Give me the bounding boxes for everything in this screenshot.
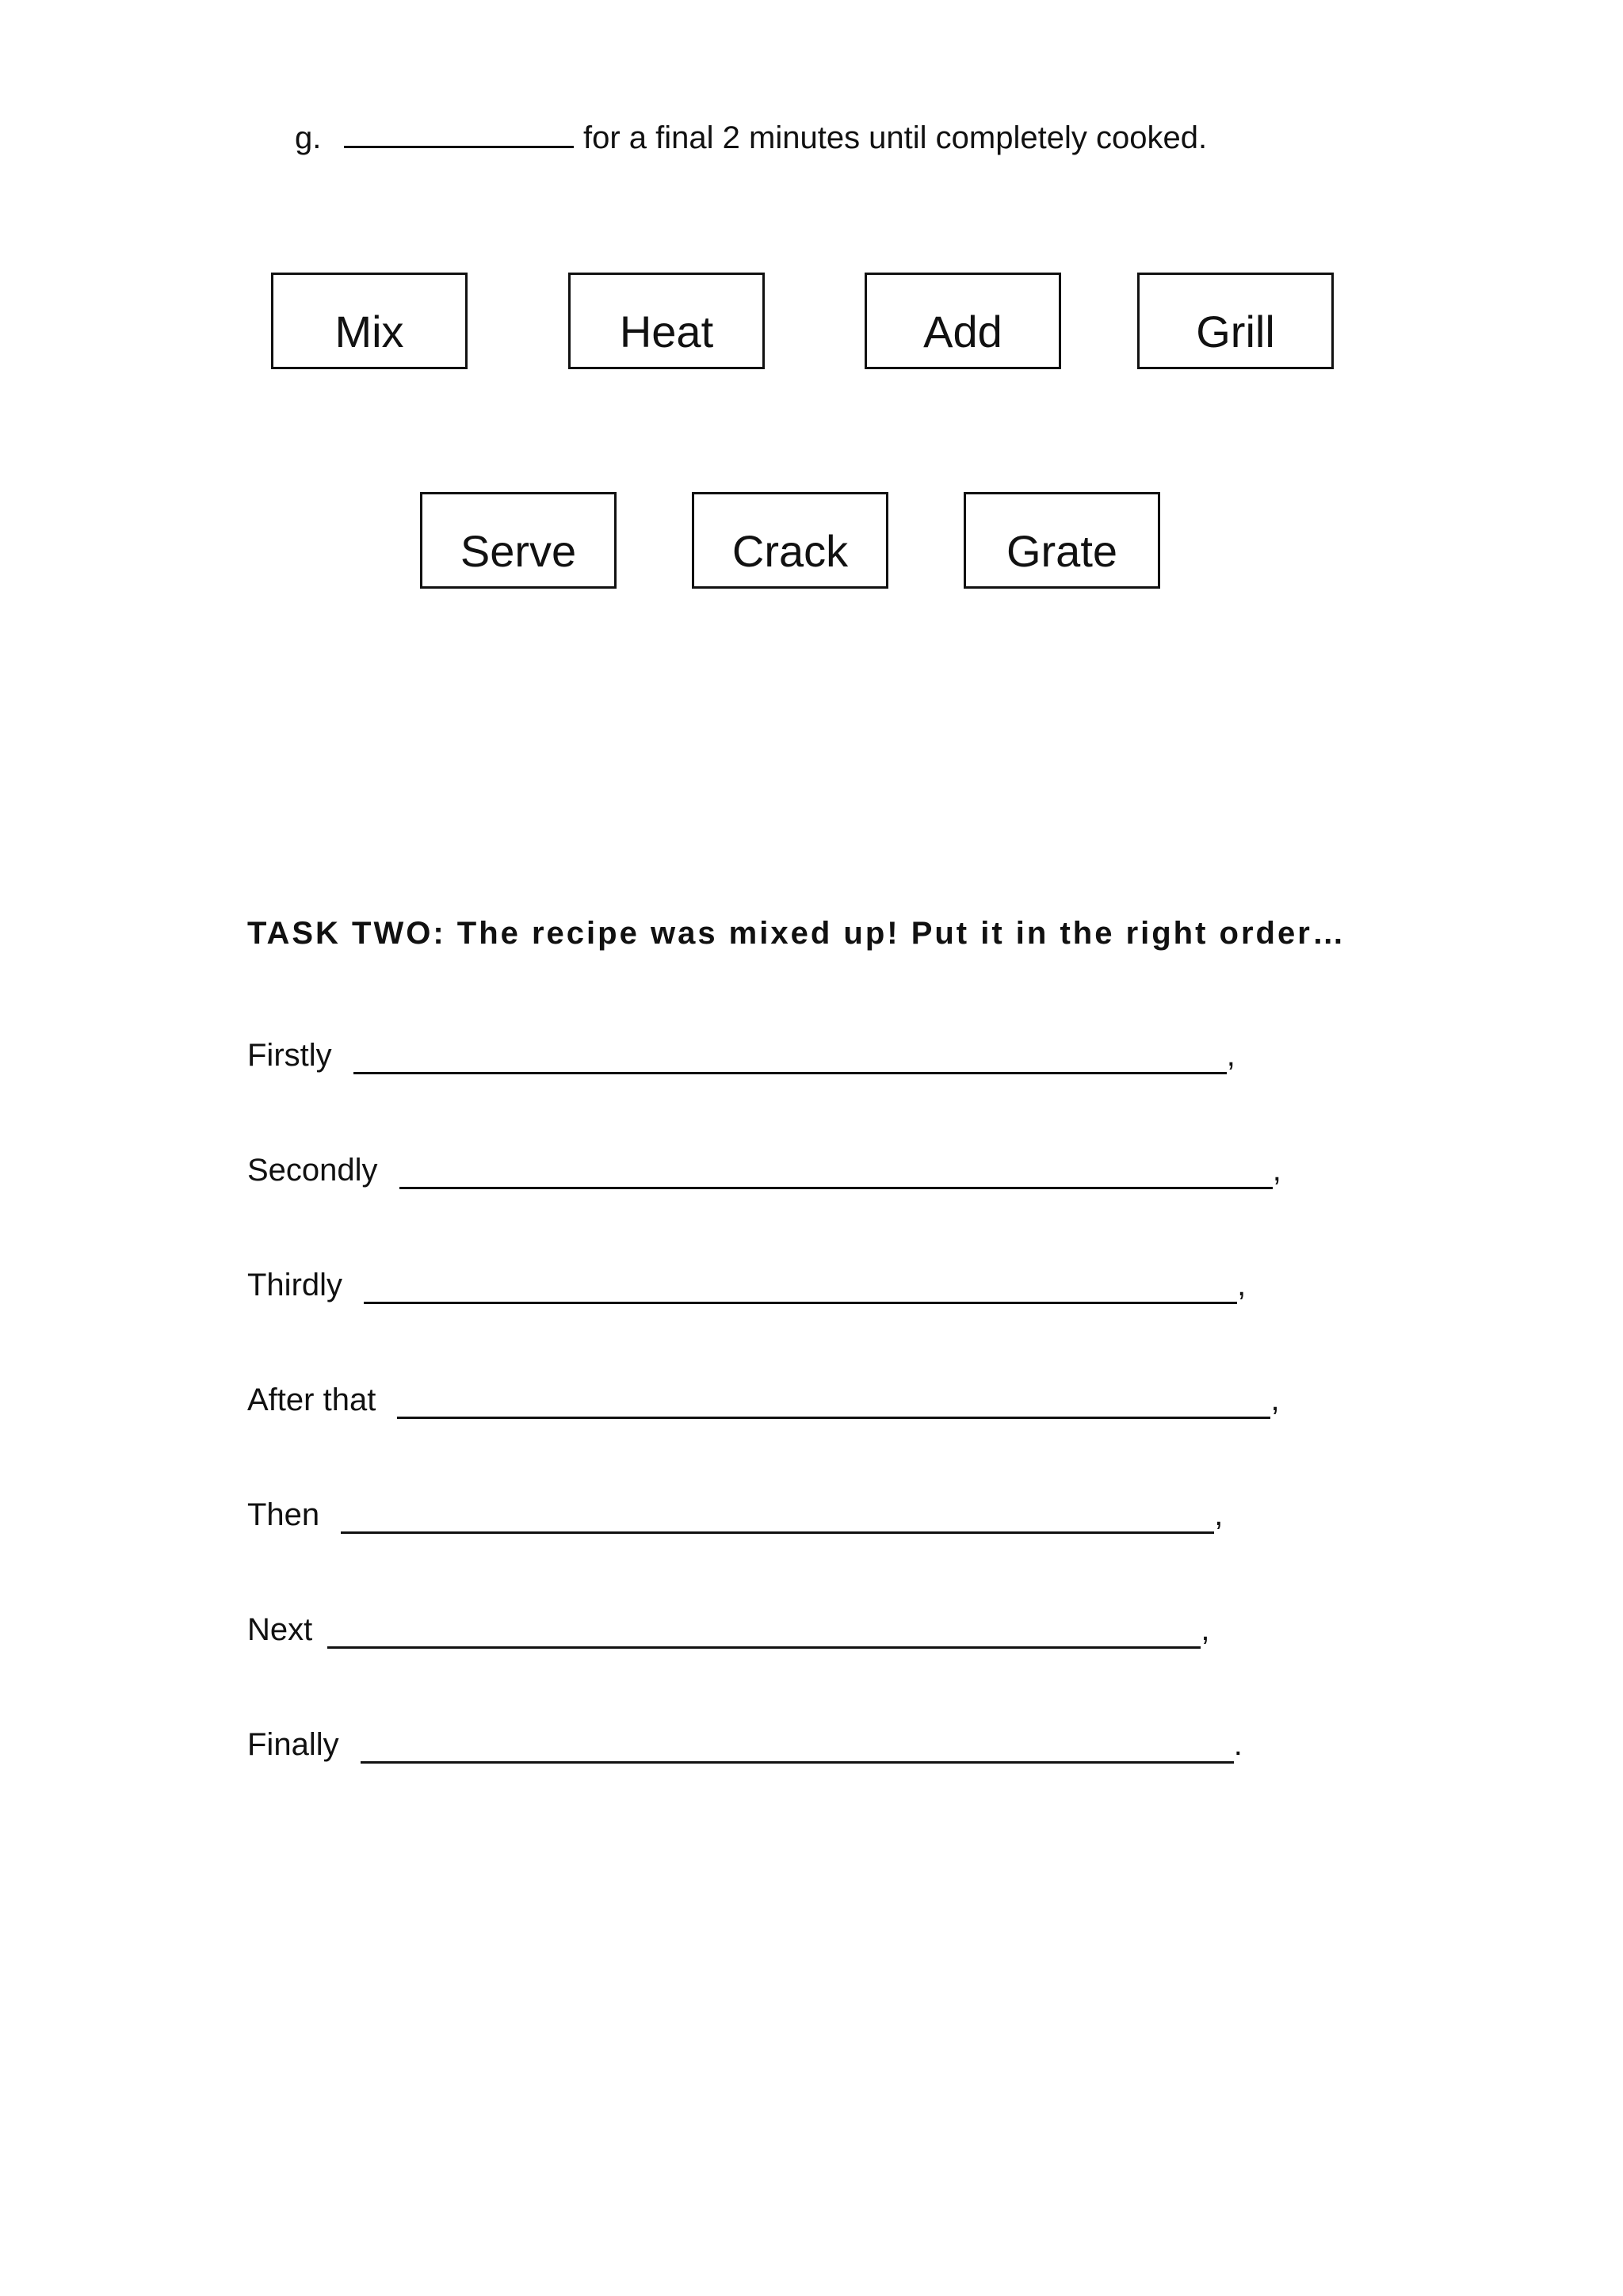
order-row-punct: ,	[1272, 1153, 1281, 1188]
order-row-secondly	[247, 1150, 1281, 1191]
word-box-mix[interactable]	[271, 273, 468, 369]
order-row-punct: ,	[1237, 1268, 1247, 1302]
sentence-letter: g.	[295, 120, 322, 155]
sentence-g	[295, 114, 1207, 158]
sentence-g-text: for a final 2 minutes until completely cooked.	[583, 120, 1208, 155]
word-box-grate[interactable]	[964, 492, 1160, 589]
word-box-label: Add	[923, 307, 1002, 357]
order-row-label: Next	[247, 1612, 313, 1647]
order-row-finally	[247, 1724, 1243, 1765]
order-row-punct: ,	[1214, 1497, 1224, 1532]
order-row-after-that	[247, 1379, 1280, 1421]
sentence-g-blank[interactable]	[344, 114, 574, 148]
order-row-label: Then	[247, 1497, 320, 1532]
order-row-label: Finally	[247, 1727, 339, 1762]
word-box-label: Heat	[619, 307, 714, 357]
order-row-input-finally[interactable]	[361, 1730, 1234, 1764]
word-box-crack[interactable]	[692, 492, 888, 589]
word-box-heat[interactable]	[568, 273, 765, 369]
word-box-label: Grate	[1006, 526, 1118, 576]
order-row-label: Firstly	[247, 1038, 332, 1073]
order-row-input-after-that[interactable]	[397, 1385, 1270, 1419]
order-row-then	[247, 1494, 1223, 1535]
word-box-grill[interactable]	[1137, 273, 1334, 369]
order-row-thirdly	[247, 1264, 1246, 1306]
order-row-punct: .	[1233, 1727, 1243, 1762]
word-box-label: Mix	[334, 307, 404, 357]
order-row-input-secondly[interactable]	[399, 1155, 1273, 1189]
order-row-input-firstly[interactable]	[353, 1040, 1227, 1074]
word-box-label: Serve	[460, 526, 577, 576]
order-row-label: Secondly	[247, 1153, 378, 1188]
order-row-input-then[interactable]	[341, 1500, 1214, 1534]
word-box-add[interactable]	[865, 273, 1061, 369]
order-row-punct: ,	[1226, 1038, 1235, 1073]
order-row-punct: ,	[1270, 1383, 1280, 1417]
word-box-label: Crack	[731, 526, 849, 576]
order-row-punct: ,	[1201, 1612, 1210, 1647]
task-two-heading: TASK TWO: The recipe was mixed up! Put it in the right order…	[247, 916, 1346, 951]
order-row-next	[247, 1609, 1210, 1650]
order-row-firstly	[247, 1035, 1235, 1076]
word-box-serve[interactable]	[420, 492, 617, 589]
order-row-label: After that	[247, 1383, 376, 1417]
word-box-label: Grill	[1196, 307, 1275, 357]
order-row-input-next[interactable]	[327, 1615, 1201, 1649]
order-row-input-thirdly[interactable]	[364, 1270, 1237, 1304]
order-row-label: Thirdly	[247, 1268, 343, 1302]
